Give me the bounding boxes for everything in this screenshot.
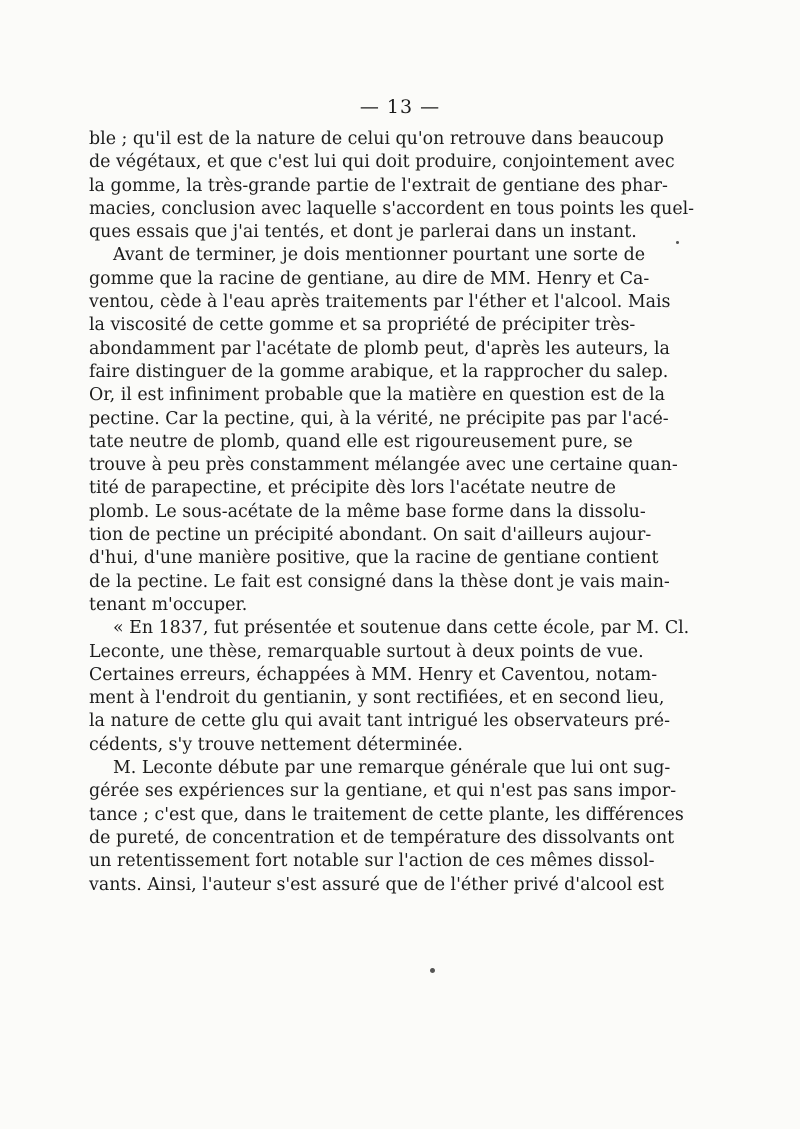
text-line: Certaines erreurs, échappées à MM. Henry et Caventou, notam- bbox=[89, 664, 658, 685]
text-line: trouve à peu près constamment mélangée avec une certaine quan- bbox=[89, 455, 678, 476]
text-line: cédents, s'y trouve nettement déterminée. bbox=[89, 734, 463, 755]
text-line: gomme que la racine de gentiane, au dire de MM. Henry et Ca- bbox=[89, 268, 650, 289]
text-line: un retentissement fort notable sur l'action de ces mêmes dissol- bbox=[89, 851, 655, 872]
text-line: de pureté, de concentration et de température des dissolvants ont bbox=[89, 827, 675, 848]
text-line: faire distinguer de la gomme arabique, et la rapprocher du salep. bbox=[89, 361, 669, 382]
paragraph-start: M. Leconte débute par une remarque générale que lui ont sug- bbox=[113, 758, 671, 779]
text-line: ques essais que j'ai tentés, et dont je parlerai dans un instant. bbox=[89, 222, 637, 243]
text-line: plomb. Le sous-acétate de la même base forme dans la dissolu- bbox=[89, 501, 646, 522]
text-line: de végétaux, et que c'est lui qui doit produire, conjointement avec bbox=[89, 152, 675, 173]
text-line: Leconte, une thèse, remarquable surtout à deux points de vue. bbox=[89, 641, 644, 662]
text-line: tenant m'occuper. bbox=[89, 594, 248, 615]
text-line: d'hui, d'une manière positive, que la racine de gentiane contient bbox=[89, 548, 659, 569]
text-line: tance ; c'est que, dans le traitement de cette plante, les différences bbox=[89, 804, 684, 825]
text-line: ventou, cède à l'eau après traitements par l'éther et l'alcool. Mais bbox=[89, 292, 671, 313]
text-line: ment à l'endroit du gentianin, y sont rectifiées, et en second lieu, bbox=[89, 688, 665, 709]
body-text bbox=[89, 128, 695, 897]
text-line: la nature de cette glu qui avait tant intrigué les observateurs pré- bbox=[89, 711, 670, 732]
page-number: — 13 — bbox=[359, 96, 441, 118]
paragraph-start: Avant de terminer, je dois mentionner pourtant une sorte de bbox=[113, 245, 646, 266]
text-line: Or, il est infiniment probable que la matière en question est de la bbox=[89, 385, 666, 406]
text-line: abondamment par l'acétate de plomb peut, d'après les auteurs, la bbox=[89, 338, 670, 359]
text-line: tité de parapectine, et précipite dès lors l'acétate neutre de bbox=[89, 478, 616, 499]
text-line: ble ; qu'il est de la nature de celui qu'on retrouve dans beaucoup bbox=[89, 129, 664, 149]
text-line: tion de pectine un précipité abondant. On sait d'ailleurs aujour- bbox=[89, 525, 652, 546]
ink-speck bbox=[430, 968, 435, 973]
paragraph-start: « En 1837, fut présentée et soutenue dans cette école, par M. Cl. bbox=[113, 618, 690, 639]
text-line: macies, conclusion avec laquelle s'accordent en tous points les quel- bbox=[89, 198, 695, 219]
text-line: la gomme, la très-grande partie de l'extrait de gentiane des phar- bbox=[89, 175, 668, 196]
text-line: la viscosité de cette gomme et sa propriété de précipiter très- bbox=[89, 315, 636, 336]
text-line: de la pectine. Le fait est consigné dans la thèse dont je vais main- bbox=[89, 571, 670, 592]
text-line: gérée ses expériences sur la gentiane, et qui n'est pas sans impor- bbox=[89, 781, 677, 802]
text-line: vants. Ainsi, l'auteur s'est assuré que de l'éther privé d'alcool est bbox=[89, 874, 664, 895]
text-line: pectine. Car la pectine, qui, à la vérité, ne précipite pas par l'acé- bbox=[89, 408, 669, 429]
text-line: tate neutre de plomb, quand elle est rigoureusement pure, se bbox=[89, 431, 633, 452]
ink-speck bbox=[676, 241, 679, 244]
